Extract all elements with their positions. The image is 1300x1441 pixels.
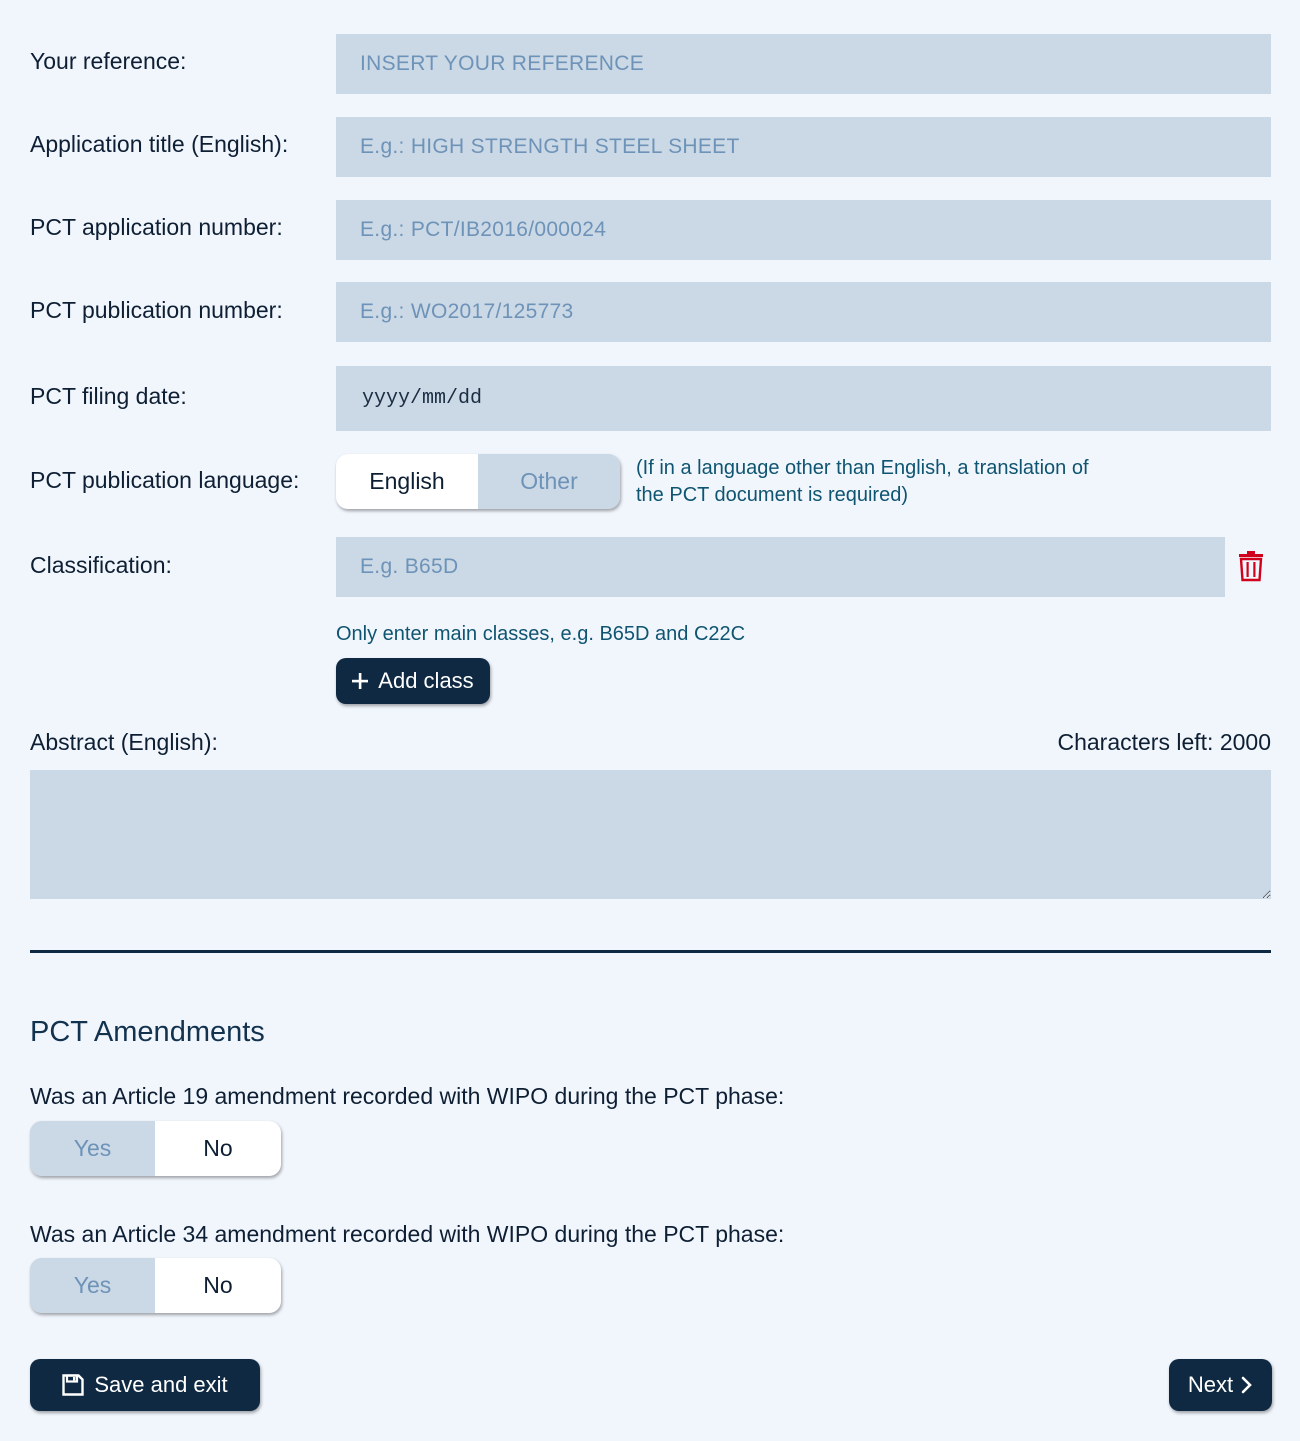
floppy-disk-icon [62, 1374, 84, 1396]
section-divider [30, 950, 1271, 953]
classification-input[interactable] [336, 537, 1225, 597]
pct-application-number-input[interactable] [336, 200, 1271, 260]
article34-question: Was an Article 34 amendment recorded with WIPO during the PCT phase: [30, 1221, 785, 1247]
publication-language-label: PCT publication language: [30, 467, 300, 493]
pct-publication-number-input[interactable] [336, 282, 1271, 342]
title-label: Application title (English): [30, 131, 289, 157]
classification-label: Classification: [30, 552, 172, 578]
title-input[interactable] [336, 117, 1271, 177]
save-and-exit-label: Save and exit [94, 1372, 228, 1397]
classification-hint: Only enter main classes, e.g. B65D and C22C [336, 623, 746, 645]
reference-input[interactable] [336, 34, 1271, 94]
article19-question: Was an Article 19 amendment recorded with WIPO during the PCT phase: [30, 1083, 785, 1109]
filing-date-placeholder: yyyy/mm/dd [362, 387, 483, 410]
reference-label: Your reference: [30, 48, 187, 74]
publication-language-hint [636, 455, 1089, 509]
plus-icon [352, 673, 368, 689]
language-option-english[interactable]: English [336, 454, 478, 509]
abstract-textarea[interactable] [30, 770, 1271, 899]
add-class-label: Add class [378, 668, 474, 693]
publication-language-hint-line2: the PCT document is required) [636, 484, 908, 506]
amendments-title: PCT Amendments [30, 1016, 265, 1048]
filing-date-input[interactable] [336, 366, 1271, 431]
publication-language-hint-line1: (If in a language other than English, a translation of [636, 457, 1089, 479]
add-class-button[interactable] [336, 658, 490, 704]
article34-toggle[interactable] [30, 1258, 281, 1313]
trash-icon[interactable] [1238, 550, 1264, 582]
characters-left: Characters left: 2000 [1057, 729, 1271, 755]
filing-date-label: PCT filing date: [30, 383, 187, 409]
article34-option-yes[interactable]: Yes [30, 1258, 155, 1313]
publication-language-toggle[interactable] [336, 454, 620, 509]
next-button[interactable] [1169, 1359, 1272, 1411]
article19-toggle[interactable] [30, 1121, 281, 1176]
article19-option-yes[interactable]: Yes [30, 1121, 155, 1176]
pct-application-number-label: PCT application number: [30, 214, 283, 240]
language-option-other[interactable]: Other [478, 454, 620, 509]
pct-publication-number-label: PCT publication number: [30, 297, 283, 323]
abstract-label: Abstract (English): [30, 729, 218, 755]
next-label: Next [1187, 1372, 1234, 1397]
article19-option-no[interactable]: No [155, 1121, 281, 1176]
chevron-right-icon [1241, 1376, 1253, 1394]
article34-option-no[interactable]: No [155, 1258, 281, 1313]
save-and-exit-button[interactable] [30, 1359, 260, 1411]
